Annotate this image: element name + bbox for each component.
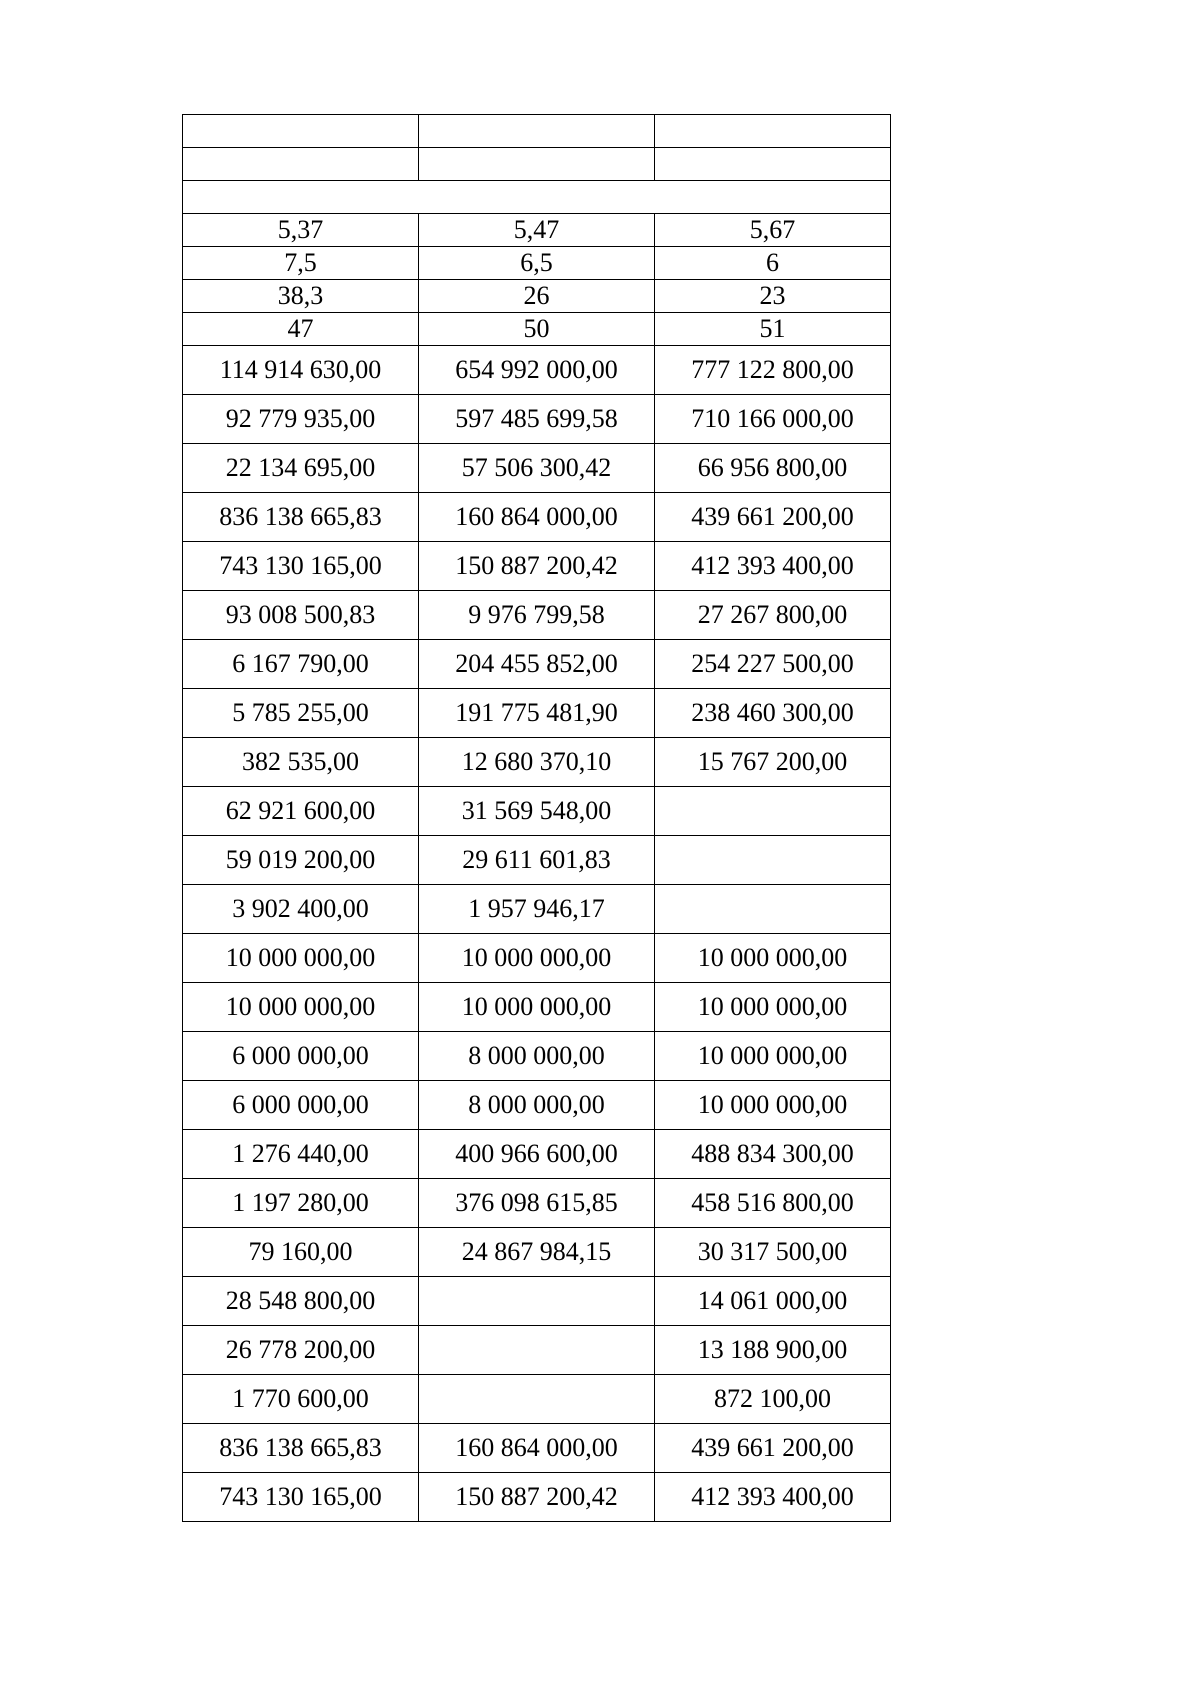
data-table bbox=[182, 114, 891, 1522]
table-cell: 93 008 500,83 bbox=[183, 591, 419, 640]
table-row bbox=[183, 1424, 891, 1473]
table-cell: 114 914 630,00 bbox=[183, 346, 419, 395]
table-cell: 654 992 000,00 bbox=[419, 346, 655, 395]
table-row bbox=[183, 787, 891, 836]
table-cell: 597 485 699,58 bbox=[419, 395, 655, 444]
table-cell: 710 166 000,00 bbox=[655, 395, 891, 444]
table-cell: 26 bbox=[419, 280, 655, 313]
table-cell: 6 bbox=[655, 247, 891, 280]
table-cell: 10 000 000,00 bbox=[655, 1081, 891, 1130]
table-cell: 458 516 800,00 bbox=[655, 1179, 891, 1228]
table-row bbox=[183, 1130, 891, 1179]
table-row bbox=[183, 591, 891, 640]
table-cell: 31 569 548,00 bbox=[419, 787, 655, 836]
table-row bbox=[183, 493, 891, 542]
table-cell: 204 455 852,00 bbox=[419, 640, 655, 689]
table-cell: 14 061 000,00 bbox=[655, 1277, 891, 1326]
table-cell: 79 160,00 bbox=[183, 1228, 419, 1277]
table-cell: 1 276 440,00 bbox=[183, 1130, 419, 1179]
table-row bbox=[183, 542, 891, 591]
table-cell bbox=[183, 148, 419, 181]
table-body bbox=[183, 115, 891, 1522]
table-cell: 10 000 000,00 bbox=[183, 983, 419, 1032]
table-cell bbox=[183, 115, 419, 148]
table-cell: 5 785 255,00 bbox=[183, 689, 419, 738]
table-cell: 27 267 800,00 bbox=[655, 591, 891, 640]
table-row bbox=[183, 313, 891, 346]
table-cell: 191 775 481,90 bbox=[419, 689, 655, 738]
table-cell bbox=[419, 1375, 655, 1424]
table-row bbox=[183, 1081, 891, 1130]
merged-cell bbox=[183, 181, 891, 214]
table-cell: 10 000 000,00 bbox=[419, 934, 655, 983]
table-row bbox=[183, 1375, 891, 1424]
table-cell bbox=[655, 885, 891, 934]
table-row bbox=[183, 1228, 891, 1277]
table-cell: 238 460 300,00 bbox=[655, 689, 891, 738]
table-cell: 10 000 000,00 bbox=[183, 934, 419, 983]
table-cell: 24 867 984,15 bbox=[419, 1228, 655, 1277]
table-cell: 9 976 799,58 bbox=[419, 591, 655, 640]
table-cell: 836 138 665,83 bbox=[183, 1424, 419, 1473]
table-cell: 872 100,00 bbox=[655, 1375, 891, 1424]
table-cell: 57 506 300,42 bbox=[419, 444, 655, 493]
table-cell: 12 680 370,10 bbox=[419, 738, 655, 787]
table-cell: 488 834 300,00 bbox=[655, 1130, 891, 1179]
table-cell: 376 098 615,85 bbox=[419, 1179, 655, 1228]
table-cell: 150 887 200,42 bbox=[419, 542, 655, 591]
table-cell: 382 535,00 bbox=[183, 738, 419, 787]
table-cell: 28 548 800,00 bbox=[183, 1277, 419, 1326]
table-cell: 5,47 bbox=[419, 214, 655, 247]
table-row bbox=[183, 836, 891, 885]
table-row bbox=[183, 115, 891, 148]
table-row bbox=[183, 444, 891, 493]
table-cell: 10 000 000,00 bbox=[419, 983, 655, 1032]
table-cell bbox=[419, 1326, 655, 1375]
table-cell: 30 317 500,00 bbox=[655, 1228, 891, 1277]
table-cell: 254 227 500,00 bbox=[655, 640, 891, 689]
table-cell: 47 bbox=[183, 313, 419, 346]
table-row bbox=[183, 1277, 891, 1326]
table-cell: 3 902 400,00 bbox=[183, 885, 419, 934]
table-cell: 400 966 600,00 bbox=[419, 1130, 655, 1179]
table-cell: 1 197 280,00 bbox=[183, 1179, 419, 1228]
table-row bbox=[183, 395, 891, 444]
table-cell: 5,37 bbox=[183, 214, 419, 247]
table-cell: 150 887 200,42 bbox=[419, 1473, 655, 1522]
table-row bbox=[183, 1473, 891, 1522]
table-cell: 836 138 665,83 bbox=[183, 493, 419, 542]
table-cell bbox=[419, 148, 655, 181]
table-cell bbox=[419, 115, 655, 148]
table-cell: 439 661 200,00 bbox=[655, 1424, 891, 1473]
table-cell: 6,5 bbox=[419, 247, 655, 280]
table-cell: 8 000 000,00 bbox=[419, 1032, 655, 1081]
table-row bbox=[183, 148, 891, 181]
table-cell bbox=[655, 115, 891, 148]
table-row bbox=[183, 1032, 891, 1081]
table-cell: 10 000 000,00 bbox=[655, 983, 891, 1032]
table-row bbox=[183, 280, 891, 313]
table-cell: 59 019 200,00 bbox=[183, 836, 419, 885]
table-cell: 5,67 bbox=[655, 214, 891, 247]
table-cell: 743 130 165,00 bbox=[183, 1473, 419, 1522]
table-cell bbox=[655, 787, 891, 836]
table-cell: 1 957 946,17 bbox=[419, 885, 655, 934]
table-cell: 412 393 400,00 bbox=[655, 542, 891, 591]
table-cell: 62 921 600,00 bbox=[183, 787, 419, 836]
table-cell: 38,3 bbox=[183, 280, 419, 313]
table-cell: 10 000 000,00 bbox=[655, 934, 891, 983]
table-cell: 23 bbox=[655, 280, 891, 313]
table-cell: 22 134 695,00 bbox=[183, 444, 419, 493]
table-cell bbox=[655, 148, 891, 181]
table-cell: 1 770 600,00 bbox=[183, 1375, 419, 1424]
table-row bbox=[183, 1179, 891, 1228]
table-cell bbox=[419, 1277, 655, 1326]
table-cell: 50 bbox=[419, 313, 655, 346]
table-cell: 777 122 800,00 bbox=[655, 346, 891, 395]
table-cell: 29 611 601,83 bbox=[419, 836, 655, 885]
table-cell bbox=[655, 836, 891, 885]
table-cell: 6 167 790,00 bbox=[183, 640, 419, 689]
table-row bbox=[183, 214, 891, 247]
table-row bbox=[183, 1326, 891, 1375]
table-cell: 160 864 000,00 bbox=[419, 1424, 655, 1473]
table-cell: 51 bbox=[655, 313, 891, 346]
table-row bbox=[183, 934, 891, 983]
table-cell: 13 188 900,00 bbox=[655, 1326, 891, 1375]
table-cell: 8 000 000,00 bbox=[419, 1081, 655, 1130]
table-cell: 7,5 bbox=[183, 247, 419, 280]
table-row bbox=[183, 885, 891, 934]
table-row bbox=[183, 247, 891, 280]
table-cell: 743 130 165,00 bbox=[183, 542, 419, 591]
table-cell: 92 779 935,00 bbox=[183, 395, 419, 444]
table-cell: 15 767 200,00 bbox=[655, 738, 891, 787]
table-cell: 6 000 000,00 bbox=[183, 1081, 419, 1130]
table-cell: 66 956 800,00 bbox=[655, 444, 891, 493]
table-row bbox=[183, 738, 891, 787]
table-cell: 6 000 000,00 bbox=[183, 1032, 419, 1081]
table-row bbox=[183, 689, 891, 738]
table-row bbox=[183, 346, 891, 395]
table-cell: 10 000 000,00 bbox=[655, 1032, 891, 1081]
table-cell: 26 778 200,00 bbox=[183, 1326, 419, 1375]
table-cell: 160 864 000,00 bbox=[419, 493, 655, 542]
table-row bbox=[183, 640, 891, 689]
table-row bbox=[183, 983, 891, 1032]
table-cell: 412 393 400,00 bbox=[655, 1473, 891, 1522]
table-cell: 439 661 200,00 bbox=[655, 493, 891, 542]
table-row-merged bbox=[183, 181, 891, 214]
